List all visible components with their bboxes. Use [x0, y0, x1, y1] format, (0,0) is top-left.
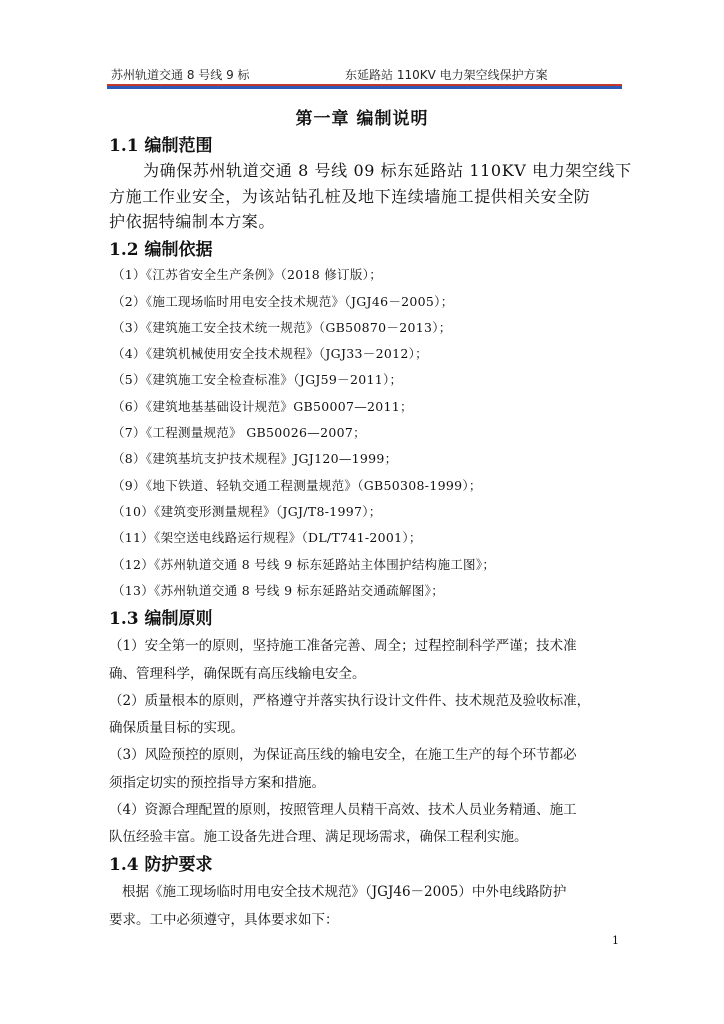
section-title-1-1: 1.1 编制范围	[109, 136, 213, 156]
reference-item: （13）《苏州轨道交通 8 号线 9 标东延路站交通疏解图》；	[112, 583, 445, 598]
paragraph-line: 确、管理科学，确保既有高压线输电安全。	[109, 666, 366, 682]
header-rule-blue	[107, 86, 622, 89]
reference-item: （9）《地下铁道、轻轨交通工程测量规范》（GB50308-1999）；	[112, 478, 482, 493]
reference-item: （3）《建筑施工安全技术统一规范》（GB50870－2013）；	[112, 320, 452, 335]
paragraph-line: 根据《施工现场临时用电安全技术规范》（JGJ46－2005）中外电线路防护	[122, 884, 567, 900]
reference-item: （4）《建筑机械使用安全技术规程》（JGJ33－2012）；	[112, 346, 428, 361]
paragraph-line: 队伍经验丰富。施工设备先进合理、满足现场需求，确保工程利实施。	[109, 829, 528, 845]
paragraph-line: 为确保苏州轨道交通 8 号线 09 标东延路站 110KV 电力架空线下	[143, 161, 632, 180]
header-project-name: 苏州轨道交通 8 号线 9 标	[111, 68, 250, 82]
reference-item: （8）《建筑基坑支护技术规程》JGJ120—1999；	[112, 451, 398, 466]
chapter-title: 第一章 编制说明	[295, 109, 429, 129]
reference-item: （12）《苏州轨道交通 8 号线 9 标东延路站主体围护结构施工图》；	[112, 557, 496, 572]
paragraph-line: 须指定切实的预控指导方案和措施。	[109, 775, 325, 791]
section-title-1-2: 1.2 编制依据	[109, 240, 213, 260]
reference-item: （7）《工程测量规范》 GB50026—2007；	[112, 425, 366, 440]
paragraph-line: 护依据特编制本方案。	[109, 212, 276, 231]
paragraph-line: （3）风险预控的原则，为保证高压线的输电安全，在施工生产的每个环节都必	[109, 747, 577, 763]
paragraph-line: （1）安全第一的原则，坚持施工准备完善、周全；过程控制科学严谨；技术准	[109, 638, 577, 654]
page-number: 1	[612, 934, 619, 947]
paragraph-line: 方施工作业安全，为该站钻孔桩及地下连续墙施工提供相关安全防	[109, 187, 591, 206]
paragraph-line: 要求。工中必须遵守，具体要求如下：	[109, 912, 339, 928]
paragraph-line: （4）资源合理配置的原则，按照管理人员精干高效、技术人员业务精通、施工	[109, 802, 577, 818]
reference-item: （1）《江苏省安全生产条例》（2018 修订版）；	[112, 267, 382, 282]
reference-item: （10）《建筑变形测量规程》（JGJ/T8-1997）；	[112, 504, 382, 519]
paragraph-line: （2）质量根本的原则，严格遵守并落实执行设计文件件、技术规范及验收标准，	[109, 693, 591, 709]
reference-item: （6）《建筑地基基础设计规范》GB50007—2011；	[112, 399, 413, 414]
reference-item: （11）《架空送电线路运行规程》（DL/T741-2001）；	[112, 530, 422, 545]
reference-item: （2）《施工现场临时用电安全技术规范》（JGJ46－2005）；	[112, 294, 454, 309]
reference-item: （5）《建筑施工安全检查标准》（JGJ59－2011）；	[112, 372, 403, 387]
section-title-1-4: 1.4 防护要求	[109, 855, 213, 875]
section-title-1-3: 1.3 编制原则	[109, 609, 213, 629]
page-header	[107, 60, 622, 84]
header-document-title: 东延路站 110KV 电力架空线保护方案	[345, 68, 548, 82]
paragraph-line: 确保质量目标的实现。	[109, 720, 244, 736]
